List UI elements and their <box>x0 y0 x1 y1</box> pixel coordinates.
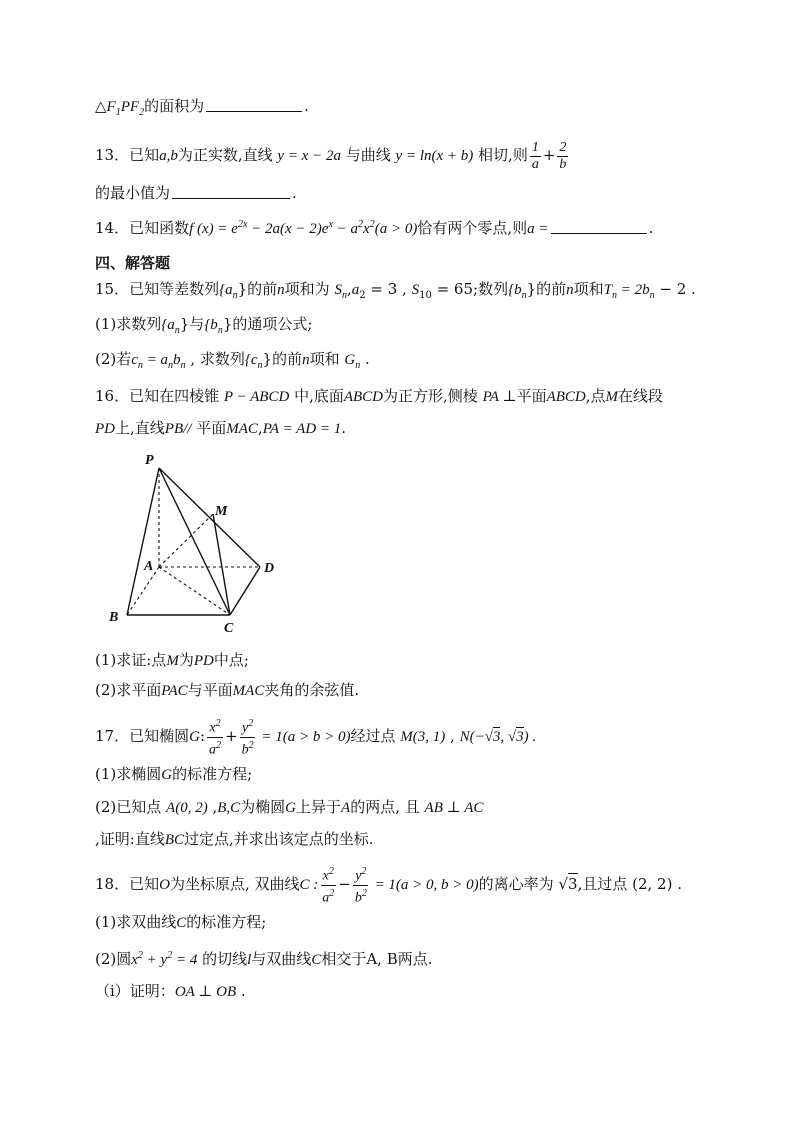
plane-pac: PAC <box>161 683 188 699</box>
q13-line2 <box>95 183 297 203</box>
text: ,证明:直线 <box>95 830 165 848</box>
edge-cd <box>230 567 260 615</box>
brace: } <box>237 280 248 298</box>
label-a: A <box>144 559 154 574</box>
sqrt-3: 3 <box>516 729 524 746</box>
exp: 2 <box>167 950 173 961</box>
text: 项和 <box>573 280 604 298</box>
text: (1)求椭圆 <box>95 765 162 783</box>
length-equation: PA = AD = 1 <box>262 421 342 437</box>
text: 的切线 <box>202 950 248 968</box>
sub: n <box>257 360 263 371</box>
var-n: n <box>277 282 285 298</box>
sub-2: 2 <box>139 107 145 118</box>
q16-part1 <box>95 650 249 671</box>
text: (1)求数列 <box>95 315 162 333</box>
ellipse-condition: = 1(a > b > 0) <box>257 729 351 746</box>
var-g: G <box>161 767 173 783</box>
q17-part1 <box>95 764 252 785</box>
text: (2)圆 <box>95 950 132 968</box>
value: = 2b <box>617 282 650 298</box>
text: 的标准方程; <box>172 765 253 783</box>
value: − 2 . <box>654 280 696 298</box>
sub: n <box>174 325 180 336</box>
period: . <box>304 97 309 115</box>
answer-blank-12[interactable] <box>206 97 302 112</box>
q18-part2-i <box>95 981 246 1002</box>
comma: , <box>445 727 455 746</box>
text: 与双曲线 <box>251 950 312 968</box>
text: , 求数列 <box>185 350 245 368</box>
var-a: a <box>351 282 360 298</box>
frac-den <box>320 886 336 907</box>
perp-expr: AB ⊥ AC <box>424 800 484 816</box>
text: 为坐标原点, 双曲线 <box>169 875 300 894</box>
exp: 2 <box>215 718 221 729</box>
frac-num <box>240 716 255 738</box>
expr-part: ) . <box>523 729 537 746</box>
point: (2, 2) <box>632 875 673 894</box>
text: 中点; <box>213 651 249 669</box>
sqrt-3: 3 <box>492 729 501 746</box>
text: 的两点, 且 <box>350 798 420 816</box>
var-a: A <box>341 800 351 816</box>
text: 的前 <box>536 280 567 298</box>
text: 为椭圆 <box>240 798 286 816</box>
perp-expr: OA ⊥ OB <box>174 984 237 1000</box>
text: 与平面 <box>187 681 233 699</box>
q17-part2-cont <box>95 829 374 850</box>
q13-line1 <box>95 138 570 173</box>
triangle-symbol: △ <box>95 97 107 115</box>
label-d: D <box>264 561 275 576</box>
sub: n <box>217 325 223 336</box>
text: 中,底面 <box>294 387 344 405</box>
expr-part: + y <box>142 952 168 968</box>
period: . <box>360 350 370 368</box>
exp: 2 <box>248 739 254 751</box>
q16-line2 <box>95 418 346 439</box>
q17-number: 17．已知椭圆 <box>95 727 190 746</box>
sub: n <box>612 290 617 301</box>
text: 上异于 <box>296 798 342 816</box>
text: (2)若 <box>95 350 132 368</box>
text: , <box>207 798 218 816</box>
q18-part2 <box>95 946 433 970</box>
exp: 2 <box>361 866 367 877</box>
expr-part: x <box>363 221 370 237</box>
expr-part: x <box>131 952 138 968</box>
q17-part2 <box>95 797 483 818</box>
var-f2: F <box>129 99 140 115</box>
q16-part2 <box>95 680 359 701</box>
brace: } <box>222 315 233 333</box>
var-t: T <box>603 282 612 298</box>
q18-number: 18．已知 <box>95 875 160 894</box>
var-ab: a,b <box>159 148 178 164</box>
frac-num: 1 <box>531 139 539 155</box>
base-name: ABCD <box>546 389 586 405</box>
var-s: S <box>334 282 342 298</box>
sub: n <box>355 360 361 371</box>
exp: 2 <box>137 950 143 961</box>
var-c: C <box>176 915 187 931</box>
points-bc: B,C <box>217 800 241 816</box>
value: = 65 <box>431 280 474 298</box>
var-n: n <box>302 352 310 368</box>
var-g: G <box>285 800 297 816</box>
q14-line <box>95 215 653 239</box>
q16-number: 16．已知在四棱锥 <box>95 387 220 405</box>
comma: , <box>257 419 263 437</box>
expr-part: N(− <box>459 729 485 746</box>
exp: 2 <box>329 887 335 899</box>
section-heading: 四、解答题 <box>95 254 171 272</box>
var-f1: F <box>106 99 116 115</box>
var-a: a = <box>527 221 549 237</box>
text: ,且过点 <box>577 875 628 894</box>
text: ,点 <box>585 387 606 405</box>
q15-line1 <box>95 279 696 306</box>
text: (1)求证:点 <box>95 651 167 669</box>
q12-tail-line <box>95 96 309 123</box>
q18-part1 <box>95 912 266 933</box>
segment-am <box>159 514 213 567</box>
var-c: C : <box>299 877 319 894</box>
curve-equation: y = ln(x + b) <box>395 148 474 164</box>
exp: 2 <box>248 718 254 729</box>
line-bc: BC <box>164 832 184 848</box>
minus-sign: − <box>338 875 351 894</box>
line-equation: y = x − 2a <box>277 148 341 164</box>
seq-c: {c <box>244 352 258 368</box>
var-c: c <box>131 352 138 368</box>
var-g: G <box>344 352 356 368</box>
frac-den: b <box>559 156 567 172</box>
text: 在线段 <box>618 387 664 405</box>
pyramid-figure <box>100 448 290 638</box>
point-m: M(3, 1) <box>400 729 446 746</box>
var-b: b <box>173 352 181 368</box>
text: 为 <box>178 651 194 669</box>
text: 夹角的余弦值. <box>264 681 360 699</box>
expr-part: , <box>500 729 508 746</box>
edge-pc <box>159 468 230 615</box>
q13-text3: 相切,则 <box>478 146 528 164</box>
fraction-y2-b2 <box>240 716 256 758</box>
q13-text2: 与曲线 <box>345 146 391 164</box>
text: （i）证明： <box>95 982 175 1000</box>
exp: 2 <box>216 739 221 751</box>
parallel-expr: PB// <box>164 421 192 437</box>
frac-num <box>321 864 336 886</box>
exp: 2x <box>237 219 248 230</box>
text: 的离心率为 <box>478 875 554 894</box>
label-p: P <box>145 453 154 468</box>
perp-expr: PA ⊥ <box>482 389 517 405</box>
point-a: A(0, 2) <box>166 800 208 816</box>
point-n: N(−√3, √3) . <box>459 729 537 746</box>
var-p: P <box>120 99 130 115</box>
fraction-1-over-a <box>530 140 541 173</box>
expr-part: − a <box>332 221 359 237</box>
text: 项和为 <box>284 280 330 298</box>
plane-mac: MAC <box>226 421 258 437</box>
frac-num <box>207 716 222 738</box>
sqrt-3: 3 <box>568 875 578 894</box>
text: 过定点,并求出该定点的坐标. <box>184 830 374 848</box>
period: . <box>672 875 682 894</box>
exp: x <box>328 219 333 230</box>
brace: } <box>262 350 273 368</box>
seq-b: {b <box>508 282 522 298</box>
segment-pd: PD <box>193 653 214 669</box>
label-m: M <box>215 504 228 519</box>
exp: 2 <box>369 219 375 230</box>
var-y: y <box>355 868 362 884</box>
brace: } <box>526 280 537 298</box>
sub: 10 <box>419 290 432 301</box>
sub: n <box>180 360 186 371</box>
text: (2)已知点 <box>95 798 162 816</box>
plus-sign: + <box>542 146 556 164</box>
fraction-x2-a2 <box>320 864 336 906</box>
var-y: y <box>241 720 249 736</box>
sub: n <box>341 290 347 301</box>
var-a: a <box>209 742 216 758</box>
pyramid-name: P − ABCD <box>223 389 290 405</box>
period: . <box>292 184 297 202</box>
fraction-2-over-b <box>557 140 568 173</box>
var-b: b <box>241 742 249 758</box>
edge-pb <box>127 468 159 615</box>
var-s: S <box>411 282 420 298</box>
text: ;数列 <box>473 280 509 298</box>
brace: } <box>179 315 190 333</box>
q15-part1 <box>95 314 312 341</box>
var-x: x <box>322 868 329 884</box>
fraction-x2-a2 <box>207 716 223 758</box>
value: = 3 , <box>365 280 407 298</box>
frac-num: 2 <box>559 139 567 155</box>
period: . <box>648 219 654 237</box>
text: 经过点 <box>350 727 396 746</box>
var-a: a <box>322 890 330 906</box>
frac-den: a <box>531 156 539 172</box>
frac-den <box>240 738 256 759</box>
seq-a: {a <box>161 317 175 333</box>
sub: 2 <box>359 290 366 301</box>
period: . <box>236 982 246 1000</box>
var-g: G <box>189 729 200 746</box>
sub: n <box>521 290 527 301</box>
expr-part: f (x) = e <box>189 221 238 237</box>
seq-b: {b <box>204 317 218 333</box>
segment-pd: PD <box>95 421 115 437</box>
edge-pd <box>159 468 260 567</box>
var-l: l <box>247 952 252 968</box>
q13-text1: 为正实数,直线 <box>177 146 273 164</box>
text: 平面 <box>516 387 547 405</box>
q16-line1 <box>95 386 663 407</box>
text: (1)求双曲线 <box>95 913 177 931</box>
fraction-y2-b2 <box>353 864 369 906</box>
text: 的前 <box>272 350 303 368</box>
var-b: b <box>354 890 362 906</box>
q13-number: 13．已知 <box>95 146 160 164</box>
label-c: C <box>224 621 234 636</box>
expr-part: (a > 0) <box>374 221 418 237</box>
var-m: M <box>166 653 179 669</box>
text: 平面 <box>196 419 227 437</box>
text: 的前 <box>247 280 278 298</box>
colon: : <box>199 727 205 746</box>
frac-den <box>353 886 369 907</box>
var-x: x <box>209 720 216 736</box>
circle-equation <box>131 952 197 968</box>
var-m: M <box>605 389 619 405</box>
answer-blank-13[interactable] <box>172 184 290 199</box>
period: . <box>341 419 347 437</box>
seq-a: {a <box>219 282 233 298</box>
q14-text: 恰有两个零点,则 <box>417 219 528 237</box>
base-name: ABCD <box>343 389 384 405</box>
var-o: O <box>159 877 170 894</box>
function-expression <box>189 221 417 237</box>
sub: n <box>137 360 143 371</box>
exp: 2 <box>328 866 334 877</box>
label-b: B <box>109 610 119 625</box>
frac-num <box>353 864 368 886</box>
q13-text4: 的最小值为 <box>95 184 171 202</box>
plus-sign: + <box>225 727 238 746</box>
text: 上,直线 <box>115 419 165 437</box>
hyperbola-condition: = 1(a > 0, b > 0) <box>370 877 479 894</box>
q14-number: 14．已知函数 <box>95 219 190 237</box>
text: 与 <box>189 315 205 333</box>
plane-mac: MAC <box>232 683 265 699</box>
text: 的标准方程; <box>186 913 267 931</box>
q15-part2 <box>95 349 370 376</box>
text: 项和 <box>309 350 340 368</box>
text: 相交于A, B两点. <box>321 950 433 968</box>
q12-text: 的面积为 <box>144 97 205 115</box>
frac-den <box>207 738 223 759</box>
sub: n <box>232 290 238 301</box>
q15-number: 15．已知等差数列 <box>95 280 220 298</box>
text: (2)求平面 <box>95 681 162 699</box>
sub: n <box>168 360 174 371</box>
exp: 2 <box>358 219 364 230</box>
exp: 2 <box>361 887 367 899</box>
text: 的通项公式; <box>232 315 313 333</box>
value: = a <box>142 352 169 368</box>
diagonal-ac <box>159 567 230 615</box>
comma: , <box>346 280 352 298</box>
var-c: C <box>311 952 322 968</box>
q17-line1 <box>95 716 536 758</box>
q18-line1: 18．已知O为坐标原点, 双曲线C : $\frac{x^2}{a^2}$ − $\frac{y^2}{b^2}$ = 1(a > 0, b > 0)的离心率为 √3,且过点 (2, 2) . <box>95 866 682 906</box>
expr-part: − 2a(x − 2)e <box>247 221 329 237</box>
sub: n <box>649 290 655 301</box>
expr-part: = 4 <box>172 952 198 968</box>
sub-1: 1 <box>115 107 121 118</box>
answer-blank-14[interactable] <box>551 219 647 234</box>
text: 为正方形,侧棱 <box>383 387 478 405</box>
var-n: n <box>566 282 574 298</box>
